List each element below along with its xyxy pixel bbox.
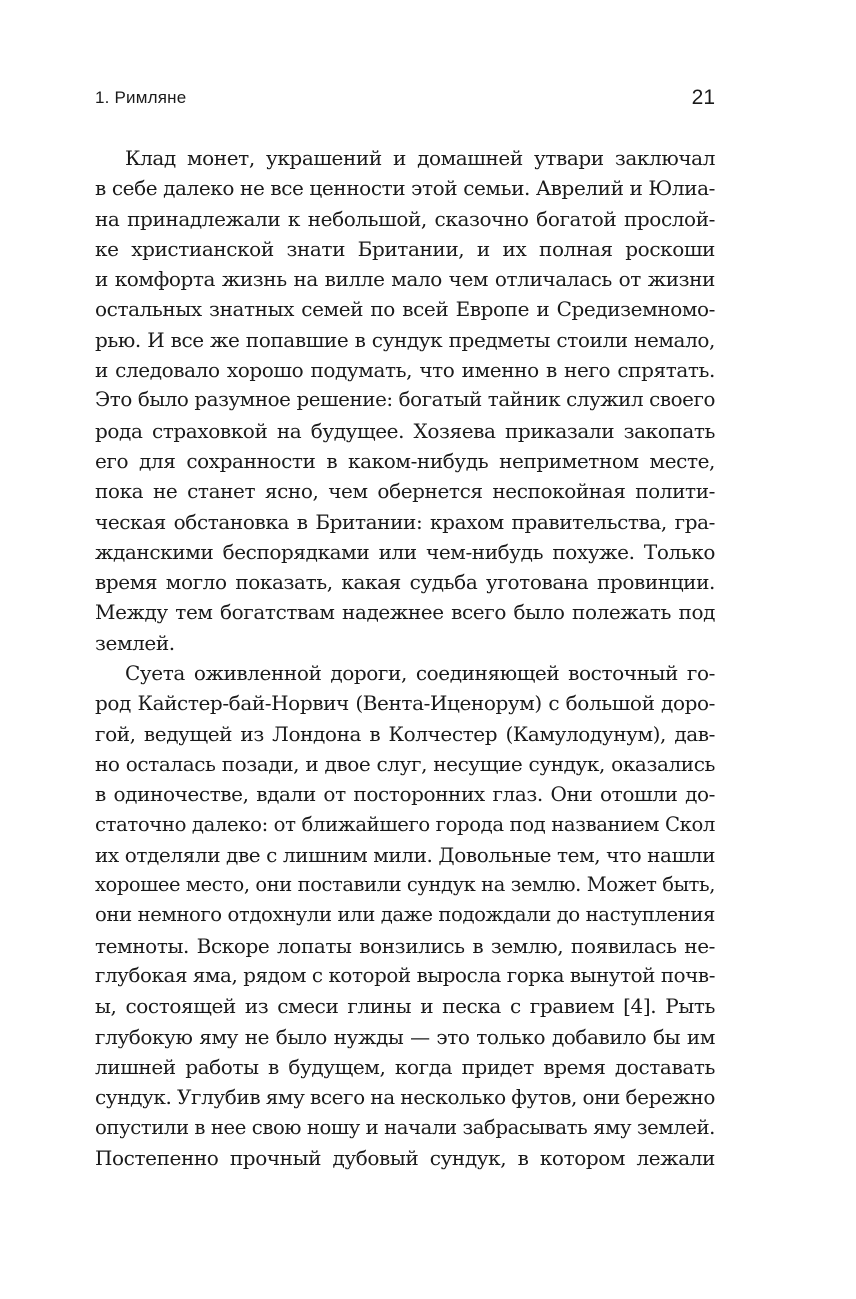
- text-line: ы, состоящей из смеси глины и песка с гравием [4]. Рыть: [95, 994, 715, 1019]
- page-number: 21: [691, 86, 715, 109]
- chapter-title: 1. Римляне: [95, 88, 187, 107]
- text-line: лишней работы в будущем, когда придет время доставать: [95, 1054, 715, 1079]
- text-line: Постепенно прочный дубовый сундук, в котором лежали: [95, 1145, 715, 1170]
- text-line: рью. И все же попавшие в сундук предметы стоили немало,: [95, 327, 715, 352]
- text-line: остальных знатных семей по всей Европе и Средиземномо-: [95, 297, 715, 322]
- body-text: [95, 143, 715, 1173]
- text-line: сундук. Углубив яму всего на несколько футов, они бережно: [95, 1085, 715, 1110]
- text-line: глубокую яму не было нужды — это только добавило бы им: [95, 1024, 715, 1049]
- text-line: Клад монет, украшений и домашней утвари заключал: [125, 146, 715, 170]
- text-line: но осталась позади, и двое слуг, несущие сундук, оказались: [95, 751, 715, 776]
- text-line: время могло показать, какая судьба уготована провинции.: [95, 570, 715, 595]
- text-line: статочно далеко: от ближайшего города под названием Скол: [95, 812, 715, 836]
- text-line: жданскими беспорядками или чем-нибудь похуже. Только: [95, 539, 715, 564]
- text-line: темноты. Вскоре лопаты вонзились в землю, появилась не-: [95, 933, 715, 958]
- paragraph-1: [95, 143, 715, 658]
- text-line: и следовало хорошо подумать, что именно в него спрятать.: [95, 358, 715, 383]
- paragraph-2: [95, 658, 715, 1173]
- text-line: ческая обстановка в Британии: крахом правительства, гра-: [95, 509, 715, 534]
- text-line: хорошее место, они поставили сундук на землю. Может быть,: [95, 873, 715, 897]
- text-line: ке христианской знати Британии, и их полная роскоши: [95, 236, 715, 261]
- text-line: Это было разумное решение: богатый тайник служил своего: [95, 388, 715, 412]
- text-line: глубокая яма, рядом с которой выросла горка вынутой почв-: [95, 964, 715, 988]
- text-line: рода страховкой на будущее. Хозяева приказали закопать: [95, 418, 715, 443]
- text-line: на принадлежали к небольшой, сказочно богатой прослой-: [95, 206, 715, 231]
- text-line: в себе далеко не все ценности этой семьи. Аврелий и Юлиа-: [95, 176, 715, 201]
- text-line: и комфорта жизнь на вилле мало чем отличалась от жизни: [95, 267, 715, 292]
- text-line: землей.: [95, 630, 175, 655]
- text-line: они немного отдохнули или даже подождали до наступления: [95, 903, 715, 927]
- text-line: Между тем богатствам надежнее всего было полежать под: [95, 600, 715, 625]
- running-header: [95, 86, 715, 114]
- text-line: опустили в нее свою ношу и начали забрасывать яму землей.: [95, 1115, 715, 1139]
- text-line: его для сохранности в каком-нибудь неприметном месте,: [95, 448, 715, 473]
- text-line: Суета оживленной дороги, соединяющей восточный го-: [125, 661, 715, 686]
- text-line: пока не станет ясно, чем обернется неспокойная полити-: [95, 479, 715, 504]
- text-line: их отделяли две с лишним мили. Довольные тем, что нашли: [95, 842, 715, 867]
- text-line: гой, ведущей из Лондона в Колчестер (Камулодунум), дав-: [95, 721, 715, 746]
- text-line: род Кайстер-бай-Норвич (Вента-Иценорум) с большой доро-: [95, 691, 715, 716]
- text-line: в одиночестве, вдали от посторонних глаз. Они отошли до-: [95, 782, 715, 807]
